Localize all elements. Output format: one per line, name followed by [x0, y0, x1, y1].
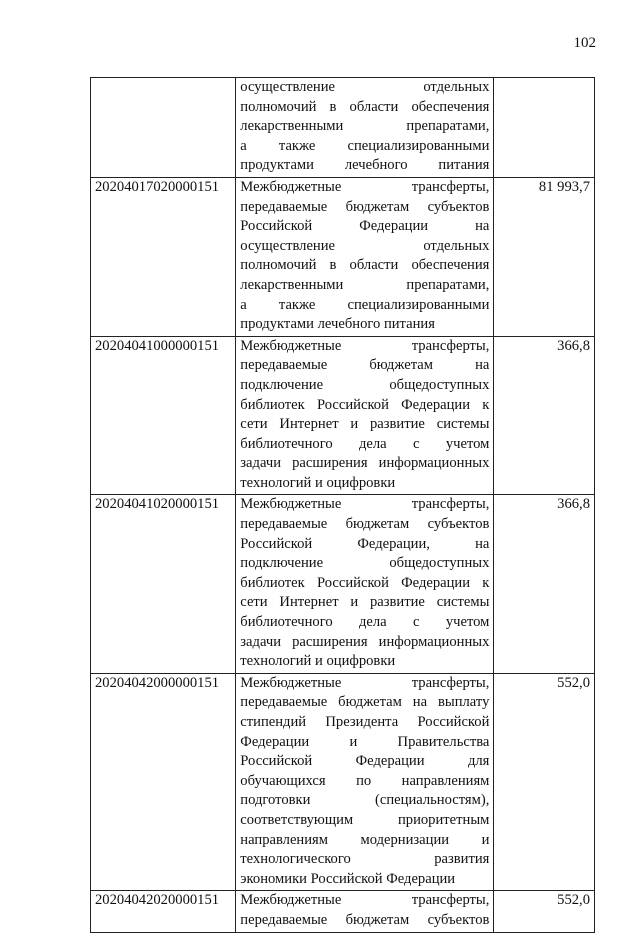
description-line: передаваемые бюджетам на выплату [240, 694, 490, 711]
table-row [91, 495, 595, 673]
description-line: передаваемые бюджетам на [240, 357, 490, 374]
description-line: библиотек Российской Федерации к [240, 574, 490, 591]
description-line: задачи расширения информационных [240, 455, 490, 472]
description-line: Российской Федерации на [240, 218, 490, 235]
budget-code-cell [91, 78, 236, 178]
description-line: Федерации и Правительства [240, 733, 490, 750]
description-line: экономики Российской Федерации [240, 870, 456, 887]
page-number: 102 [573, 35, 596, 51]
table-body [91, 78, 595, 933]
description-line: а также специализированными [240, 296, 490, 313]
description-line: а также специализированными [240, 137, 490, 154]
description-cell [236, 78, 494, 178]
description-line: обучающихся по направлениям [240, 772, 490, 789]
description-line: передаваемые бюджетам субъектов [240, 516, 490, 533]
description-line: подключение общедоступных [240, 555, 490, 572]
description-line: подготовки (специальностям), [240, 792, 490, 809]
table-row [91, 891, 595, 932]
description-line: технологического развития [240, 851, 490, 868]
description-line: задачи расширения информационных [240, 633, 490, 650]
description-cell [236, 336, 494, 495]
description-line: технологий и оцифровки [240, 653, 396, 670]
description-line: полномочий в области обеспечения [240, 98, 490, 115]
description-line: подключение общедоступных [240, 376, 490, 393]
description-cell [236, 673, 494, 891]
description-line: Межбюджетные трансферты, [240, 674, 490, 691]
description-cell [236, 495, 494, 673]
description-line: передаваемые бюджетам субъектов [240, 198, 490, 215]
description-line: библиотечного дела с учетом [240, 614, 490, 631]
description-line: соответствующим приоритетным [240, 811, 490, 828]
table-row [91, 673, 595, 891]
description-line: Российской Федерации для [240, 753, 490, 770]
table-row [91, 177, 595, 336]
description-cell [236, 891, 494, 932]
amount-cell [494, 78, 595, 178]
description-line: Межбюджетные трансферты, [240, 892, 490, 909]
description-line: Межбюджетные трансферты, [240, 337, 490, 354]
description-line: библиотек Российской Федерации к [240, 396, 490, 413]
description-line: продуктами лечебного питания [240, 157, 490, 174]
description-line: Российской Федерации, на [240, 535, 490, 552]
budget-code-cell: 20204042020000151 [91, 891, 236, 932]
description-line: Межбюджетные трансферты, [240, 178, 490, 195]
amount-cell: 552,0 [494, 673, 595, 891]
budget-code-cell: 20204017020000151 [91, 177, 236, 336]
amount-cell: 366,8 [494, 336, 595, 495]
description-line: направлениям модернизации и [240, 831, 490, 848]
description-line: продуктами лечебного питания [240, 316, 435, 333]
amount-cell: 366,8 [494, 495, 595, 673]
description-line: лекарственными препаратами, [240, 118, 490, 135]
budget-code-cell: 20204041020000151 [91, 495, 236, 673]
description-line: сети Интернет и развитие системы [240, 416, 490, 433]
budget-transfers-table [90, 77, 595, 933]
description-line: передаваемые бюджетам субъектов [240, 911, 490, 928]
description-line: технологий и оцифровки [240, 474, 396, 491]
description-line: стипендий Президента Российской [240, 714, 490, 730]
description-line: библиотечного дела с учетом [240, 435, 490, 452]
description-line: осуществление отдельных [240, 237, 490, 254]
description-line: осуществление отдельных [240, 79, 490, 95]
description-cell [236, 177, 494, 336]
description-line: Межбюджетные трансферты, [240, 496, 490, 513]
description-line: сети Интернет и развитие системы [240, 594, 490, 611]
budget-code-cell: 20204042000000151 [91, 673, 236, 891]
table-row [91, 78, 595, 178]
amount-cell: 552,0 [494, 891, 595, 932]
description-line: лекарственными препаратами, [240, 276, 490, 293]
budget-code-cell: 20204041000000151 [91, 336, 236, 495]
amount-cell: 81 993,7 [494, 177, 595, 336]
table-row [91, 336, 595, 495]
description-line: полномочий в области обеспечения [240, 257, 490, 274]
